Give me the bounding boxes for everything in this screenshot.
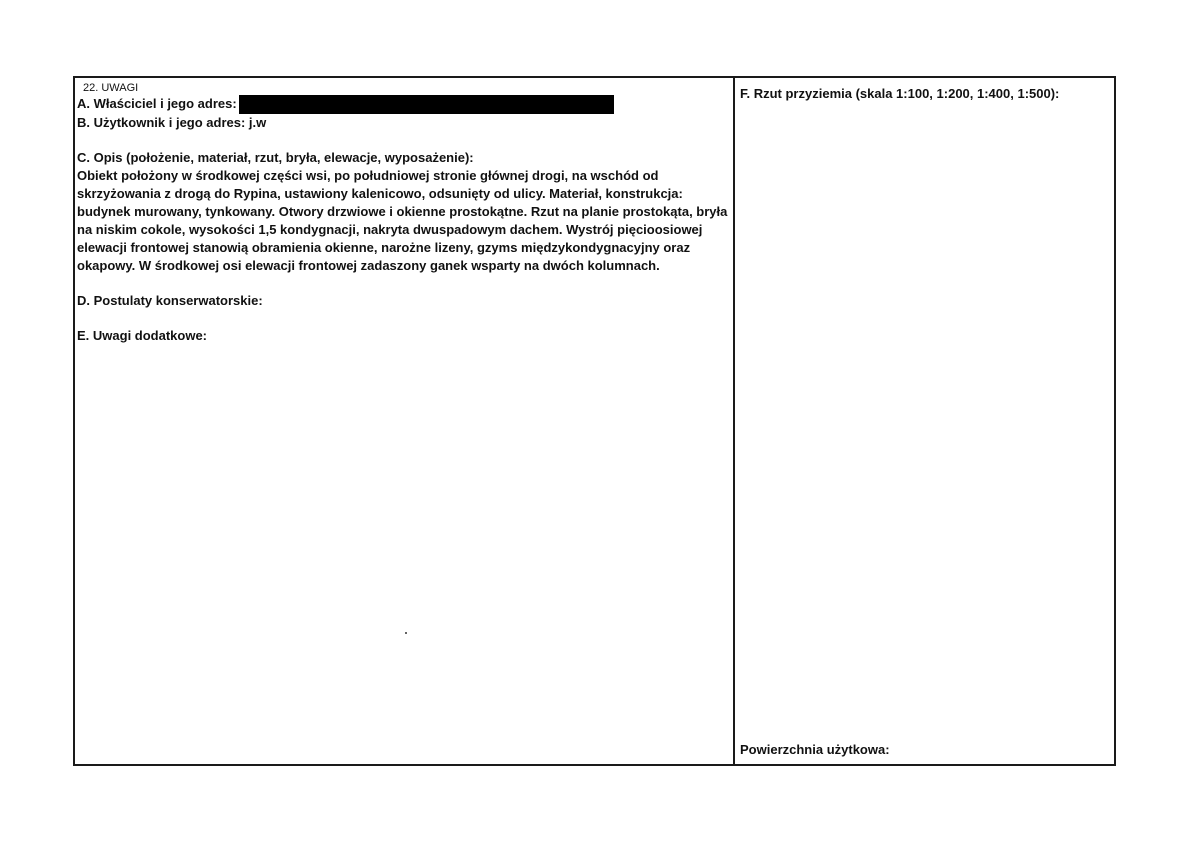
- form-frame: [73, 76, 1116, 766]
- redacted-owner-address: [239, 95, 614, 114]
- ground-plan-panel: [735, 78, 1114, 764]
- remarks-panel: [75, 78, 735, 764]
- spacer: [77, 275, 727, 292]
- owner-label: A. Właściciel i jego adres:: [77, 96, 237, 111]
- spacer: [77, 132, 727, 149]
- description-heading: C. Opis (położenie, materiał, rzut, bryła, elewacje, wyposażenie):: [77, 150, 474, 165]
- additional-remarks-label: E. Uwagi dodatkowe:: [77, 328, 208, 343]
- ground-plan-heading: F. Rzut przyziemia (skala 1:100, 1:200, 1:400, 1:500):: [740, 86, 1060, 101]
- conservation-postulates-label: D. Postulaty konserwatorskie:: [77, 293, 263, 308]
- scan-speck: [405, 632, 407, 634]
- section-number-title: 22. UWAGI: [83, 82, 139, 94]
- usable-area-label: Powierzchnia użytkowa:: [740, 742, 890, 757]
- owner-field: [77, 95, 727, 114]
- user-field: B. Użytkownik i jego adres: j.w: [77, 115, 267, 130]
- description-text: Obiekt położony w środkowej części wsi, po południowej stronie głównej drogi, na wschód od skrzyżowania z drogą do Rypina, ustawiony kalenicowo, odsunięty od ulicy. Materiał, konstrukcja: budynek murowany, tynkowany. Otwory drzwiowe i okienne prostokątne. Rzut na planie prostokąta, bryła na niskim cokole, wysokości 1,5 kondygnacji, nakryta dwuspadowym dachem. Wystrój pięcioosiowej elewacji frontowej stanowią obramienia okienne, narożne lizeny, gzyms międzykondygnacyjny oraz okapowy. W środkowej osi elewacji frontowej zadaszony ganek wsparty na dwóch kolumnach.: [77, 168, 728, 273]
- spacer: [77, 310, 727, 327]
